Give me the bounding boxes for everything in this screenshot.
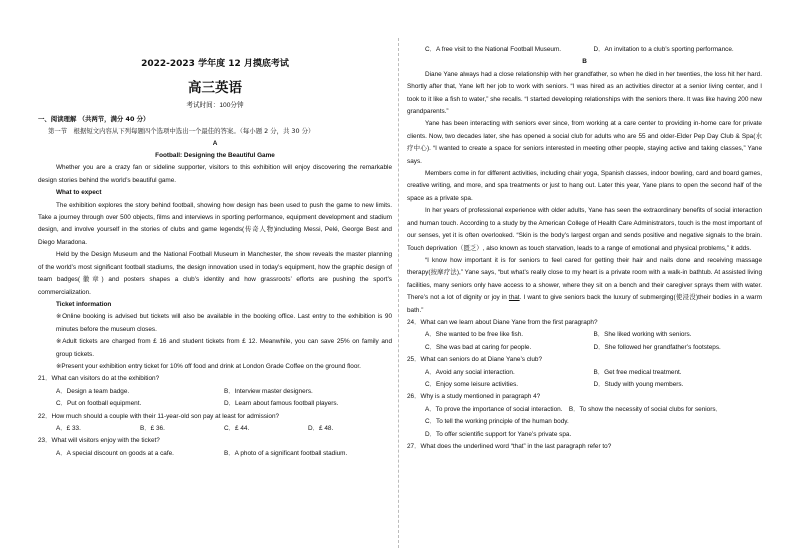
paragraph-last: [407, 255, 762, 317]
question-21-options: [38, 398, 392, 410]
paragraph-text: . I want to give seniors back the luxury of submerging(使浸没)their bodies in a warm bath.”: [407, 294, 762, 314]
question-26: 26．Why is a study mentioned in paragraph 4?: [407, 393, 541, 401]
option: A．£ 33.: [56, 424, 81, 432]
question-23-options-cont: [407, 44, 762, 56]
question-22-options: [38, 423, 392, 435]
option: B．£ 36.: [140, 424, 165, 432]
paragraph: In her years of professional experience with older adults, Yane has seen the extraordinary benefits of social interaction and human touch. According to a study by the American College of Health Care Administrators, touch is the most important of our senses, yet it is often overlooked. “Skin is the body’s largest organ and sends positive and negative signals to the brain. Touch deprivation（匮乏）, also known as touch starvation, leads to a range of emotional and physical problems,” it adds.: [407, 207, 762, 252]
question-25: 25．What can seniors do at Diane Yane’s club?: [407, 356, 542, 364]
option: C．A free visit to the National Football Museum.: [425, 46, 562, 53]
right-column: [407, 44, 762, 453]
option: A．Avoid any social interaction.: [425, 368, 515, 376]
option: B．Get free medical treatment.: [593, 368, 682, 376]
ticket-item: ※Online booking is advised but tickets will also be available in the booking office. Last entry to the exhibition is 90 minutes before the museum closes.: [56, 313, 392, 333]
option: B．She liked working with seniors.: [593, 331, 692, 339]
paragraph: Yane has been interacting with seniors ever since, from working at a care center to providing in-home care for private clients. Now, two decades later, she has opened a social club for adults who are 55 and older-Elder Pep Day Club & Spa(水疗中心). “I wanted to create a space for seniors interested in meeting other people, staying active and taking classes,” Yane says.: [407, 120, 762, 165]
paragraph: The exhibition explores the story behind football, showing how design has been used to push the game to new limits. Take a journey through over 500 objects, films and interviews in sporting performance, equipment development and stadium design, and involve yourself in the stories of clubs and game legends(传奇人物)including Messi, Pelé, George Best and Diego Maradona.: [38, 201, 392, 246]
option: B．Interview master designers.: [224, 387, 313, 395]
paragraph: Diane Yane always had a close relationship with her grandfather, so when he died in her twenties, the loss hit her hard. Shortly after that, Yane left her job to work with seniors. “I was hired as an activities director at a senior living center, and I took to it like a fish to water,” she recalls. “I started developing relationships with the seniors there. It was like having 200 new grandparents.”: [407, 70, 762, 116]
question-25-options: [407, 367, 762, 379]
paragraph-text: “I know how important it is for seniors to feel cared for getting their hair and nails done and receiving massage therapy(按摩疗法),” Yane says, “but what’s really close to my heart is a private room with a walk-in bathtub. At assisted living facilities, many seniors only have access to a shower, where they sit on a bench and their caregiver sprays them with water. There’s not a lot of dignity or joy in: [407, 256, 762, 302]
section-title: 一、阅读理解 （共两节，满分 40 分）: [38, 114, 150, 123]
option: C．Enjoy some leisure activities.: [425, 380, 519, 388]
option: A．To prove the importance of social interaction. B．To show the necessity of social clubs for seniors．: [425, 405, 722, 413]
passage-letter-a: A: [212, 139, 218, 147]
option: D．Learn about famous football players.: [224, 400, 339, 408]
option: A．A special discount on goods at a cafe.: [56, 449, 174, 457]
question-21: 21．What can visitors do at the exhibition?: [38, 375, 160, 383]
option: C．£ 44.: [224, 424, 250, 432]
left-column: [38, 40, 392, 460]
question-22: 22．How much should a couple with their 11-year-old son pay at least for admission?: [38, 412, 280, 420]
option: B．A photo of a significant football stadium.: [224, 449, 348, 457]
exam-time: 考试时间：100分钟: [186, 102, 244, 110]
question-24-options: [407, 342, 762, 354]
ticket-item: ※Present your exhibition entry ticket for 10% off food and drink at London Grade Coffee on the ground floor.: [56, 362, 361, 370]
option: A．She wanted to be free like fish.: [425, 331, 524, 339]
option: D．She followed her grandfather’s footsteps.: [593, 343, 721, 351]
option: A．Design a team badge.: [56, 387, 130, 395]
option: D．£ 48.: [308, 424, 334, 432]
question-24-options: [407, 329, 762, 341]
option: D．Study with young members.: [593, 380, 684, 388]
column-divider: [398, 38, 399, 548]
question-25-options: [407, 379, 762, 391]
subject-title: 高三英语: [188, 80, 242, 97]
exam-header-title: 2022-2023 学年度 12 月摸底考试: [141, 59, 289, 69]
paragraph: Held by the Design Museum and the National Football Museum in Manchester, the show reveals the master planning of the world’s most significant football stadiums, the design innovation used in today’s equipment, how the graphic design of team badges(徽章) and posters shapes a club’s identity and how grassroots’ efforts are pushing the sport’s commercialization.: [38, 251, 392, 296]
underlined-word: that: [508, 294, 520, 302]
option: C．Put on football equipment.: [56, 400, 142, 408]
option: C．To tell the working principle of the human body.: [425, 418, 569, 426]
option: D．An invitation to a club’s sporting performance.: [593, 46, 734, 53]
question-24: 24．What can we learn about Diane Yane from the first paragraph?: [407, 318, 598, 326]
subheading-ticket-info: Ticket information: [56, 300, 112, 308]
paragraph: Members come in for different activities, including chair yoga, Spanish classes, indoor bowling, card and board games, creative writing, and more, and spa treatments or just to hang out. Later this year, Yane plans to open the second half of the space as a private spa.: [407, 170, 762, 202]
question-23-options: [38, 448, 392, 460]
option: D．To offer scientific support for Yane’s private spa.: [425, 430, 572, 438]
paragraph: Whether you are a crazy fan or sideline supporter, visitors to this exhibition will enjoy discovering the remarkable design stories behind the world’s beautiful game.: [38, 164, 392, 184]
question-23: 23．What will visitors enjoy with the ticket?: [38, 437, 160, 445]
question-27: 27．What does the underlined word “that” in the last paragraph refer to?: [407, 443, 612, 450]
subheading-what-to-expect: What to expect: [56, 189, 102, 197]
passage-title: Football: Designing the Beautiful Game: [155, 152, 275, 160]
passage-letter-b: B: [582, 58, 587, 66]
option: C．She was bad at caring for people.: [425, 343, 532, 351]
question-21-options: [38, 386, 392, 398]
ticket-item: ※Adult tickets are charged from £ 16 and student tickets from £ 12. Meanwhile, you can save 25% on family and group tickets.: [56, 338, 392, 358]
part-instruction: 第一节 根据短文内容从下列每题四个选项中选出一个最佳的答案。（每小题 2 分，共 30 分）: [48, 127, 315, 136]
